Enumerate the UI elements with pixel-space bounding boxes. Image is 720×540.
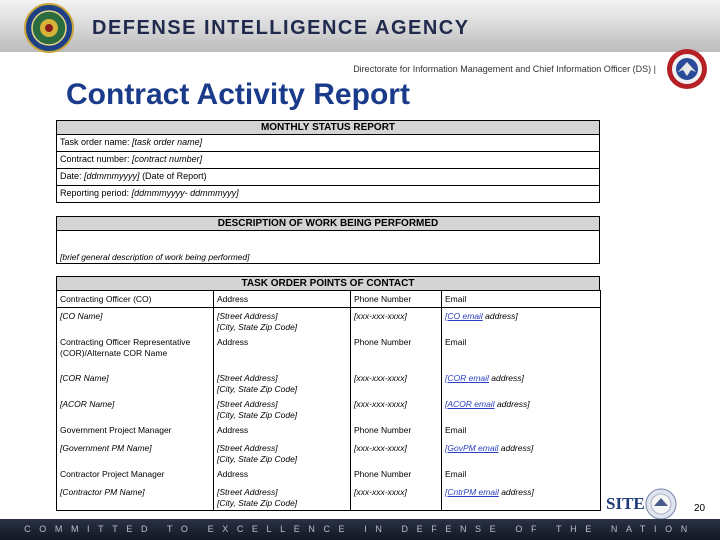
- description-box: [56, 230, 600, 264]
- contact-address: [214, 484, 351, 511]
- email-link[interactable]: [CntrPM email: [445, 487, 499, 497]
- contact-role: [57, 370, 214, 396]
- site-logo-icon: [605, 484, 685, 524]
- contact-address: [214, 370, 351, 396]
- contact-address-text: [Street Address] [City, State Zip Code]: [217, 443, 298, 464]
- contract-number-label: Contract number:: [60, 154, 130, 164]
- email-suffix: address]: [498, 443, 534, 453]
- contact-phone-text: [xxx-xxx-xxxx]: [354, 311, 407, 321]
- contact-role-text: Government Project Manager: [60, 425, 172, 435]
- contact-role: [57, 440, 214, 466]
- email-link[interactable]: [GovPM email: [445, 443, 499, 453]
- contact-address: [214, 291, 351, 308]
- contact-address-text: Address: [217, 337, 249, 347]
- contact-email: [442, 370, 601, 396]
- footer-motto: COMMITTED TO EXCELLENCE IN DEFENSE OF THE NATION: [24, 524, 696, 534]
- contact-email: [442, 484, 601, 511]
- contact-address: [214, 440, 351, 466]
- footer-bar: [0, 519, 720, 540]
- contact-row: [57, 370, 601, 396]
- directorate-seal-icon: [666, 48, 708, 90]
- contract-number-row: [56, 152, 600, 169]
- email-link[interactable]: [CO email: [445, 311, 483, 321]
- contact-role: [57, 334, 214, 370]
- contact-phone: [351, 308, 442, 335]
- email-suffix: address]: [494, 399, 530, 409]
- task-order-value: [task order name]: [132, 137, 203, 147]
- contact-role: [57, 291, 214, 308]
- contact-address-text: [Street Address] [City, State Zip Code]: [217, 399, 298, 420]
- page-title: Contract Activity Report: [66, 78, 410, 111]
- contact-email-text: Email: [445, 294, 467, 304]
- contact-address: [214, 396, 351, 422]
- contact-address-text: [Street Address] [City, State Zip Code]: [217, 373, 298, 394]
- contact-phone-text: [xxx-xxx-xxxx]: [354, 487, 407, 497]
- contact-email: [442, 422, 601, 440]
- task-order-label: Task order name:: [60, 137, 130, 147]
- reporting-period-row: [56, 186, 600, 203]
- contact-email: [442, 396, 601, 422]
- contact-row: [57, 466, 601, 484]
- contact-row: [57, 308, 601, 335]
- contacts-header: TASK ORDER POINTS OF CONTACT: [56, 276, 600, 291]
- contact-row: [57, 422, 601, 440]
- header-banner: [0, 0, 720, 52]
- contact-phone: [351, 334, 442, 370]
- contact-role-text: Contractor Project Manager: [60, 469, 165, 479]
- contact-role: [57, 484, 214, 511]
- contact-address: [214, 334, 351, 370]
- page-number: 20: [694, 503, 706, 514]
- directorate-subtitle: Directorate for Information Management and Chief Information Officer (DS) |: [353, 64, 656, 74]
- contacts-table: [56, 290, 601, 511]
- agency-name: DEFENSE INTELLIGENCE AGENCY: [92, 17, 470, 39]
- contact-role: [57, 422, 214, 440]
- contact-row: [57, 440, 601, 466]
- description-placeholder: [brief general description of work being performed]: [60, 252, 250, 262]
- contact-phone-text: [xxx-xxx-xxxx]: [354, 399, 407, 409]
- contact-phone-text: [xxx-xxx-xxxx]: [354, 443, 407, 453]
- dia-seal-icon: [24, 3, 74, 53]
- contact-phone: [351, 440, 442, 466]
- contact-role-text: [COR Name]: [60, 373, 109, 383]
- contact-phone: [351, 484, 442, 511]
- contact-address-text: [Street Address] [City, State Zip Code]: [217, 311, 298, 332]
- date-row: [56, 169, 600, 186]
- contact-email: [442, 308, 601, 335]
- contact-email-text: Email: [445, 337, 467, 347]
- email-suffix: address]: [482, 311, 518, 321]
- email-link[interactable]: [COR email: [445, 373, 489, 383]
- contact-address-text: Address: [217, 425, 249, 435]
- contact-row: [57, 334, 601, 370]
- reporting-period-value: [ddmmmyyyy- ddmmmyyy]: [131, 188, 239, 198]
- contact-role: [57, 396, 214, 422]
- email-suffix: address]: [488, 373, 524, 383]
- contact-role-text: [Government PM Name]: [60, 443, 152, 453]
- contact-email: [442, 466, 601, 484]
- contact-phone: [351, 422, 442, 440]
- contact-phone-text: Phone Number: [354, 425, 412, 435]
- email-suffix: address]: [498, 487, 534, 497]
- contact-row: [57, 396, 601, 422]
- contact-phone-text: Phone Number: [354, 337, 412, 347]
- contact-address-text: Address: [217, 294, 249, 304]
- contact-row: [57, 291, 601, 308]
- contact-email-text: Email: [445, 469, 467, 479]
- reporting-period-label: Reporting period:: [60, 188, 130, 198]
- contact-phone: [351, 466, 442, 484]
- date-note: (Date of Report): [142, 171, 207, 181]
- contact-phone: [351, 396, 442, 422]
- description-header: DESCRIPTION OF WORK BEING PERFORMED: [56, 216, 600, 231]
- contact-address-text: [Street Address] [City, State Zip Code]: [217, 487, 298, 508]
- date-label: Date:: [60, 171, 82, 181]
- contact-address: [214, 466, 351, 484]
- contact-address: [214, 422, 351, 440]
- contact-role: [57, 308, 214, 335]
- contact-email: [442, 291, 601, 308]
- contact-phone: [351, 291, 442, 308]
- contact-phone-text: Phone Number: [354, 469, 412, 479]
- contact-address: [214, 308, 351, 335]
- contact-email-text: Email: [445, 425, 467, 435]
- contact-address-text: Address: [217, 469, 249, 479]
- site-logo-text: SITE: [606, 494, 645, 513]
- contact-role-text: [CO Name]: [60, 311, 103, 321]
- contact-email: [442, 440, 601, 466]
- task-order-row: [56, 135, 600, 152]
- contact-role-text: [Contractor PM Name]: [60, 487, 145, 497]
- contact-phone-text: [xxx-xxx-xxxx]: [354, 373, 407, 383]
- contact-email: [442, 334, 601, 370]
- contact-phone: [351, 370, 442, 396]
- date-value: [ddmmmyyyy]: [84, 171, 140, 181]
- monthly-status-header: MONTHLY STATUS REPORT: [56, 120, 600, 135]
- contact-phone-text: Phone Number: [354, 294, 412, 304]
- contract-number-value: [contract number]: [132, 154, 203, 164]
- email-link[interactable]: [ACOR email: [445, 399, 495, 409]
- contact-role-text: Contracting Officer Representative (COR)/Alternate COR Name: [60, 337, 191, 358]
- contact-role: [57, 466, 214, 484]
- contact-role-text: Contracting Officer (CO): [60, 294, 152, 304]
- contact-role-text: [ACOR Name]: [60, 399, 115, 409]
- contact-row: [57, 484, 601, 511]
